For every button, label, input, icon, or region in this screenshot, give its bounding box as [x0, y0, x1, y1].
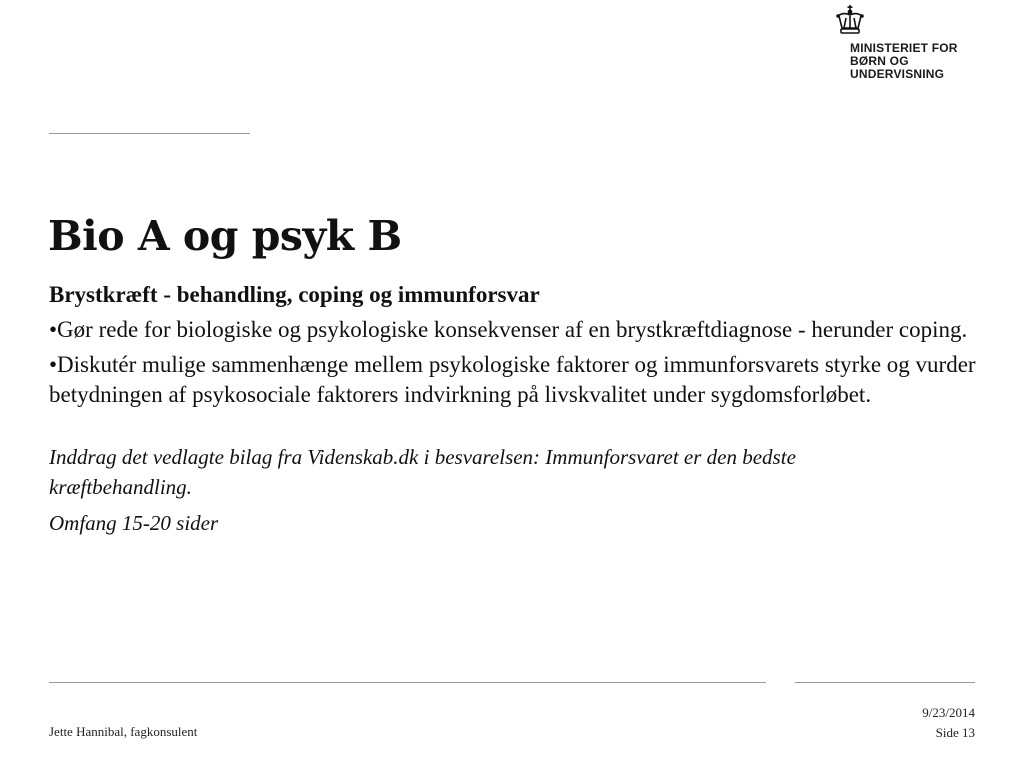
ministry-name	[850, 42, 958, 81]
ministry-name-line: UNDERVISNING	[850, 67, 945, 81]
footer-divider-right	[795, 682, 975, 683]
bullet-item: •Gør rede for biologiske og psykologiske konsekvenser af en brystkræftdiagnose - herunder coping.	[49, 317, 968, 342]
ministry-name-line: MINISTERIET FOR	[850, 41, 958, 55]
slide-title: Bio A og psyk B	[48, 212, 402, 260]
footer-divider-left	[49, 682, 766, 683]
footer-date: 9/23/2014	[922, 705, 975, 720]
footer-author: Jette Hannibal, fagkonsulent	[49, 724, 198, 739]
slide-subtitle: Brystkræft - behandling, coping og immunforsvar	[49, 282, 540, 307]
slide-body	[49, 280, 979, 538]
bullet-item: •Diskutér mulige sammenhænge mellem psykologiske faktorer og immunforsvarets styrke og vurder betydningen af psykosociale faktorers indvirkning på livskvalitet under sygdomsforløbet.	[49, 352, 976, 407]
length-note: Omfang 15-20 sider	[49, 511, 219, 535]
crown-icon	[834, 4, 866, 36]
ministry-logo	[834, 4, 994, 86]
page-number: Side 13	[935, 725, 975, 740]
instruction-note: Inddrag det vedlagte bilag fra Videnskab.dk i besvarelsen: Immunforsvaret er den bedste kræftbehandling.	[49, 445, 796, 499]
top-divider	[49, 133, 250, 134]
ministry-name-line: BØRN OG	[850, 54, 909, 68]
